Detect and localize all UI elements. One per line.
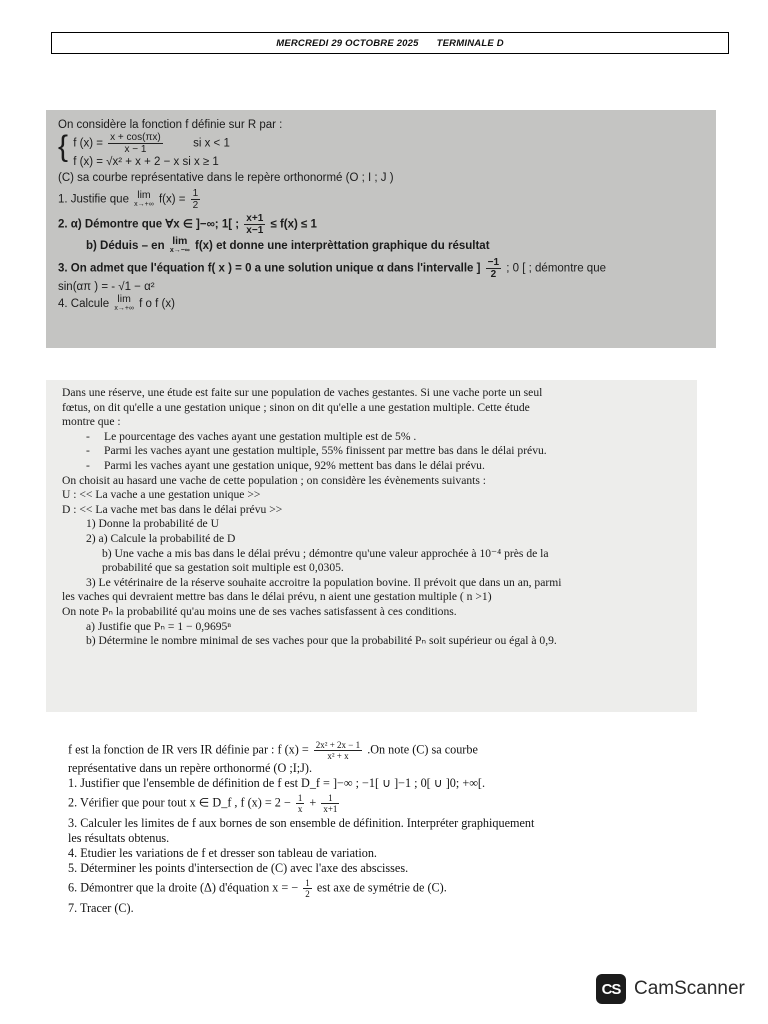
q4-text: 4. Calcule [58,298,110,311]
case1-lhs: f (x) = [73,137,103,150]
q1-denominator: 2 [192,200,199,211]
q4-lim-sub: x→+∞ [114,305,134,312]
bullet-text: Le pourcentage des vaches ayant une gestation multiple est de 5% . [104,429,417,443]
ex1-q1 [58,188,706,211]
q2a-end: ≤ f(x) ≤ 1 [270,218,317,231]
ex3-q6-end: est axe de symétrie de (C). [316,880,447,895]
ex2-q3-3: On note Pₙ la probabilité qu'au moins une de ses vaches satisfassent à ces conditions. [62,604,457,618]
camscanner-logo [596,972,745,1006]
ex2-bullet-2: - Parmi les vaches ayant une gestation multiple, 55% finissent par mettre bas dans le délai prévu. [86,444,547,458]
ex3-q2-fraction-2 [321,793,339,814]
ex2-q3a: a) Justifie que Pₙ = 1 − 0,9695ⁿ [86,619,232,633]
ex2-event-u: U : << La vache a une gestation unique >> [62,488,261,502]
q1-fraction [191,188,201,211]
ex3-line-2: représentative dans un repère orthonormé (O ;I;J). [68,761,312,775]
ex3-q2-plus: + [309,795,317,810]
ex2-line-3: montre que : [62,415,121,429]
q4-end: f o f (x) [139,298,175,311]
exercise-1-photo [46,110,716,348]
ex3-q6-text: 6. Démontrer que la droite (Δ) d'équation x = − [68,880,299,895]
ex3-q5: 5. Déterminer les points d'intersection de (C) avec l'axe des abscisses. [68,861,409,875]
ex1-q3-line2: sin(απ ) = - √1 − α² [58,281,155,293]
ex1-curve: (C) sa courbe représentative dans le repère orthonormé (O ; I ; J ) [58,172,394,184]
ex3-q2-num2: 1 [321,793,339,804]
ex3-q2-fraction-1 [296,793,305,814]
ex3-fx-fraction [314,740,362,761]
q2a-text: 2. α) Démontre que ∀x ∈ ]−∞; 1[ ; [58,218,240,231]
header-class: TERMINALE D [436,37,504,49]
bullet-text: Parmi les vaches ayant une gestation unique, 92% mettent bas dans le délai prévu. [104,458,485,472]
q2b-end: f(x) et donne une interprèttation graphique du résultat [195,240,490,253]
ex3-q2 [68,793,708,814]
ex3-q2-text: 2. Vérifier que pour tout x ∈ D_f , f (x) = 2 − [68,795,291,810]
ex2-q3-2: les vaches qui devraient mettre bas dans le délai prévu, n aient une gestation multiple ( n >1) [62,590,492,604]
q1-numerator: 1 [192,188,199,199]
ex3-q3-1: 3. Calculer les limites de f aux bornes de son ensemble de définition. Interpréter graphiquement [68,816,535,830]
q2b-lim-word: lim [172,235,188,247]
ex3-fx-numerator: 2x² + 2x − 1 [315,740,361,750]
ex1-q3 [58,257,706,280]
q2a-denominator: x−1 [246,225,264,236]
ex2-q1: 1) Donne la probabilité de U [86,517,219,531]
ex2-event-d: D : << La vache met bas dans le délai prévu >> [62,502,283,516]
ex2-choice: On choisit au hasard une vache de cette population ; on considère les évènements suivants : [62,473,487,487]
ex2-q2b-1: b) Une vache a mis bas dans le délai prévu ; démontre qu'une valeur approchée à 10⁻⁴ près de la [102,546,549,560]
ex1-q2b [58,237,706,255]
q1-lim-word: lim [137,188,151,201]
q1-text: 1. Justifie que [58,193,129,206]
case1-numerator: x + cos(πx) [110,132,161,143]
ex2-line-2: fœtus, on dit qu'elle a une gestation unique ; sinon on dit qu'elle a une gestation multiple. Cette étude [62,400,530,414]
system-brace-icon: { [58,130,69,163]
bullet-text: Parmi les vaches ayant une gestation multiple, 55% finissent par mettre bas dans le délai prévu. [104,444,547,458]
q1-limit [134,188,154,209]
ex3-q2-den2: x+1 [323,804,338,814]
ex3-q2-den1: x [297,804,303,814]
ex2-q2a: 2) a) Calcule la probabilité de D [86,531,236,545]
ex2-bullet-3: - Parmi les vaches ayant une gestation unique, 92% mettent bas dans le délai prévu. [86,458,485,472]
exercise-2-photo [46,380,697,712]
case1-fraction [108,132,163,155]
q2a-fraction [244,213,265,236]
q3-denominator: 2 [490,269,497,280]
q3-text: 3. On admet que l'équation f( x ) = 0 a une solution unique α dans l'intervalle ] [58,262,481,275]
q2b-lim-sub: x→−∞ [169,247,190,254]
q2a-numerator: x+1 [246,213,264,224]
case1-denominator: x − 1 [124,144,147,155]
q3-numerator: −1 [487,257,500,268]
ex3-q7: 7. Tracer (C). [68,901,134,915]
ex3-line-1 [68,740,708,761]
ex3-q6-denominator: 2 [305,889,310,899]
header-date: MERCREDI 29 OCTOBRE 2025 [276,37,419,49]
ex3-def-text: f est la fonction de IR vers IR définie par : f (x) = [68,742,309,757]
camscanner-name: CamScanner [634,978,745,999]
ex3-q2-num1: 1 [297,793,303,803]
camscanner-badge-icon: CS [596,974,626,1004]
q2b-text: b) Déduis – en [86,240,165,253]
ex3-q6-fraction [303,878,312,899]
ex3-fx-denominator: x² + x [327,751,349,761]
document-header [51,32,729,54]
ex1-q4 [58,295,706,313]
ex2-q3b: b) Détermine le nombre minimal de ses vaches pour que la probabilité Pₙ soit supérieur ou égal à 0,9. [86,634,557,648]
ex2-bullet-1: - Le pourcentage des vaches ayant une gestation multiple est de 5% . [86,429,417,443]
case1-condition: si x < 1 [193,137,230,150]
q3-fraction [486,257,501,280]
ex3-q6 [68,878,708,899]
ex2-q2b-2: probabilité que sa gestation soit multiple est 0,0305. [102,561,344,575]
ex3-q3-2: les résultats obtenus. [68,831,170,845]
q3-end: ; 0 [ ; démontre que [506,262,606,275]
ex1-intro: On considère la fonction f définie sur R par : [58,119,283,131]
ex2-line-1: Dans une réserve, une étude est faite sur une population de vaches gestantes. Si une vache porte un seul [62,386,543,399]
ex3-def-end: .On note (C) sa courbe [367,742,478,757]
ex3-q6-numerator: 1 [305,878,310,888]
q4-lim-word: lim [117,293,131,305]
case2: f (x) = √x² + x + 2 − x si x ≥ 1 [73,156,219,168]
q1-fx: f(x) = [158,193,186,206]
ex1-piecewise [58,132,706,169]
ex1-q2a [58,213,706,236]
ex3-q4: 4. Etudier les variations de f et dresser son tableau de variation. [68,846,377,860]
q1-lim-sub: x→+∞ [134,200,154,208]
exercise-3 [68,740,708,916]
ex2-q3-1: 3) Le vétérinaire de la réserve souhaite accroitre la population bovine. Il prévoit que dans un an, parmi [86,575,562,589]
ex3-q1: 1. Justifier que l'ensemble de définition de f est D_f = ]−∞ ; −1[ ∪ ]−1 ; 0[ ∪ ]0; +∞[. [68,776,486,790]
q4-limit [114,295,134,313]
q2b-limit [170,237,190,255]
